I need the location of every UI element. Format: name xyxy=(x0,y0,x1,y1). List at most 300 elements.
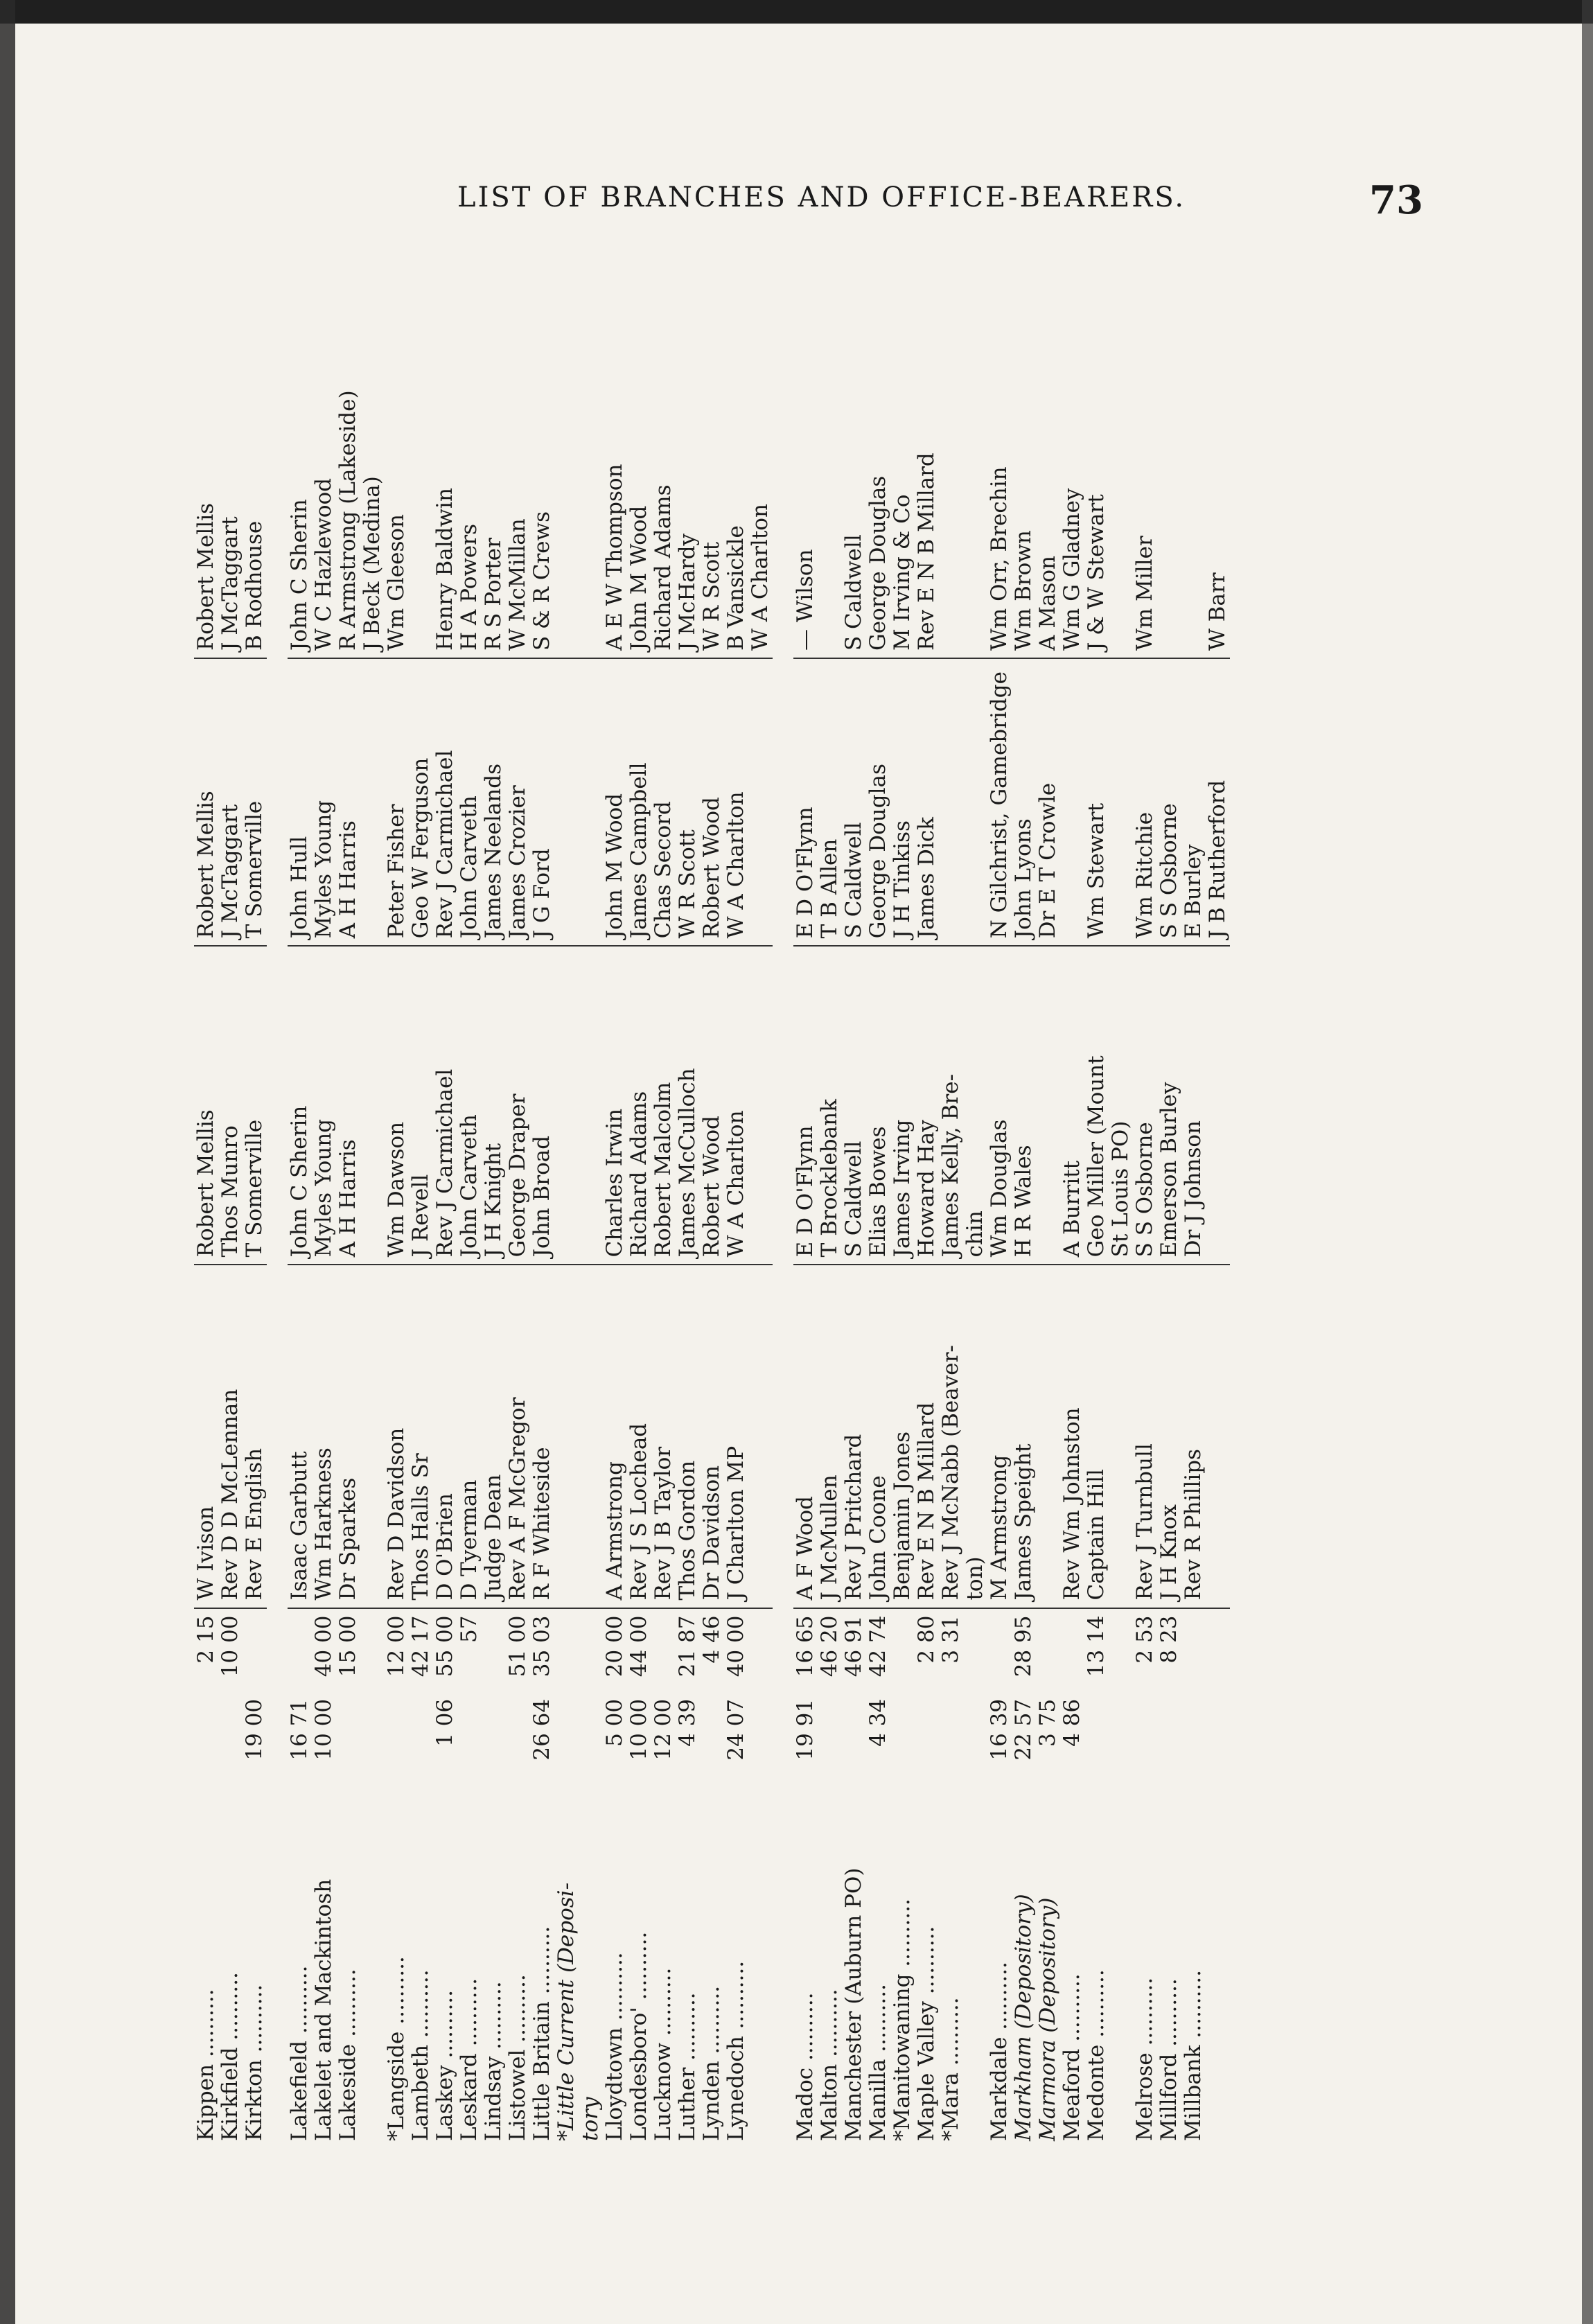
contribution-2-cell: 51 00 xyxy=(505,1615,530,1678)
depositary-cell: W A Charlton xyxy=(748,374,773,658)
contribution-1-cell: 16 71 xyxy=(287,1698,312,1761)
branch-name-cell: Lakefield .......... xyxy=(287,1965,312,2141)
secretary-cell: Elias Bowes xyxy=(866,946,890,1265)
president-cell: Thos Halls Sr xyxy=(409,1265,433,1608)
president-cell: A F Wood xyxy=(793,1265,818,1608)
secretary-cell: Wm Douglas xyxy=(987,946,1012,1265)
branch-name-cell: Millbank .......... xyxy=(1181,1970,1206,2141)
contribution-2-cell xyxy=(360,1608,385,1692)
contribution-2-cell xyxy=(288,1608,312,1692)
branch-name-cell xyxy=(1109,1775,1133,2148)
president-cell: Rev Wm Johnston xyxy=(1060,1265,1084,1608)
secretary-cell: J H Knight xyxy=(482,946,506,1265)
secretary-cell: A Burritt xyxy=(1060,946,1084,1265)
branch-name-cell: Lynedoch .......... xyxy=(723,1960,748,2141)
treasurer-cell xyxy=(1060,658,1084,946)
president-cell: J McMullen xyxy=(818,1265,842,1608)
depositary-cell: S Caldwell xyxy=(842,374,866,658)
branch-name-cell: Kippen .......... xyxy=(193,1989,218,2141)
branch-name-cell: Maple Valley .......... xyxy=(914,1926,939,2141)
secretary-cell: chin xyxy=(963,946,987,1265)
treasurer-cell: George Douglas xyxy=(866,658,890,946)
president-cell xyxy=(579,1265,603,1608)
president-cell: Rev J McNabb (Beaver- xyxy=(939,1265,963,1608)
table-row xyxy=(360,374,385,2148)
table-row xyxy=(1036,374,1060,2148)
contribution-1-cell xyxy=(748,1692,773,1775)
secretary-cell: Robert Malcolm xyxy=(651,946,676,1265)
table-row xyxy=(676,374,700,2148)
contribution-2-cell xyxy=(748,1608,773,1692)
contribution-2-cell: 35 03 xyxy=(529,1615,554,1678)
treasurer-cell: E D O'Flynn xyxy=(793,658,818,946)
branch-name-cell: Medonte .......... xyxy=(1084,1969,1109,2141)
contribution-2-cell: 42 17 xyxy=(408,1615,433,1678)
secretary-cell: James McCulloch xyxy=(676,946,700,1265)
treasurer-cell xyxy=(748,658,773,946)
contribution-2-cell: 15 00 xyxy=(335,1615,360,1678)
contribution-1-cell: 22 57 xyxy=(1011,1698,1036,1761)
treasurer-cell: J G Ford xyxy=(530,658,554,946)
table-row xyxy=(1133,374,1157,2148)
secretary-cell: J Revell xyxy=(409,946,433,1265)
contribution-1-cell: 10 00 xyxy=(311,1698,336,1761)
contribution-1-cell xyxy=(360,1692,385,1775)
president-cell: John Coone xyxy=(866,1265,890,1608)
contribution-1-cell xyxy=(218,1692,243,1775)
branch-name-cell xyxy=(963,1775,987,2148)
treasurer-cell: J B Rutherford xyxy=(1206,658,1230,946)
depositary-cell: W C Hazlewood xyxy=(312,374,336,658)
contribution-2-cell xyxy=(890,1608,915,1692)
contribution-2-cell xyxy=(1206,1608,1230,1692)
president-cell: Rev D D McLennan xyxy=(218,1265,243,1608)
branch-name-cell xyxy=(1206,1775,1230,2148)
branch-name-cell: Kirkton .......... xyxy=(242,1984,267,2141)
secretary-cell xyxy=(554,946,579,1265)
table-row xyxy=(194,374,218,2148)
depositary-cell: John C Sherin xyxy=(288,374,312,658)
page-header: LIST OF BRANCHES AND OFFICE-BEARERS. xyxy=(457,182,1186,213)
secretary-cell: Myles Young xyxy=(312,946,336,1265)
president-cell: Judge Dean xyxy=(482,1265,506,1608)
depositary-cell: John M Wood xyxy=(627,374,651,658)
table-row xyxy=(890,374,915,2148)
president-cell: R F Whiteside xyxy=(530,1265,554,1608)
depositary-cell: Wm Orr, Brechin xyxy=(987,374,1012,658)
contribution-1-cell: 16 39 xyxy=(987,1698,1012,1761)
depositary-cell: George Douglas xyxy=(866,374,890,658)
table-row xyxy=(748,374,773,2148)
president-cell xyxy=(1109,1265,1133,1608)
secretary-cell: Emerson Burley xyxy=(1157,946,1181,1265)
branch-name-cell: Listowel .......... xyxy=(505,1974,530,2141)
contribution-1-cell xyxy=(1084,1692,1109,1775)
table-row xyxy=(336,374,360,2148)
secretary-cell: A H Harris xyxy=(336,946,360,1265)
president-cell: Rev J B Taylor xyxy=(651,1265,676,1608)
treasurer-cell: Peter Fisher xyxy=(385,658,409,946)
treasurer-cell xyxy=(360,658,385,946)
branch-name-cell: Meaford .......... xyxy=(1059,1973,1084,2141)
branch-name-cell: Leskard .......... xyxy=(457,1978,482,2141)
secretary-cell xyxy=(1206,946,1230,1265)
contribution-1-cell xyxy=(890,1692,915,1775)
depositary-cell xyxy=(1181,374,1206,658)
president-cell: Benjamin Jones xyxy=(890,1265,915,1608)
depositary-cell: R Armstrong (Lakeside) xyxy=(336,374,360,658)
depositary-cell: — Wilson xyxy=(793,374,818,658)
contribution-1-cell xyxy=(1157,1692,1181,1775)
president-cell: J H Knox xyxy=(1157,1265,1181,1608)
president-cell: M Armstrong xyxy=(987,1265,1012,1608)
treasurer-cell: John Lyons xyxy=(1012,658,1036,946)
table-row xyxy=(243,374,267,2148)
contribution-1-cell xyxy=(1206,1692,1230,1775)
table-row xyxy=(385,374,409,2148)
contribution-1-cell xyxy=(915,1692,939,1775)
contribution-2-cell: 46 91 xyxy=(841,1615,866,1678)
president-cell: A Armstrong xyxy=(603,1265,627,1608)
president-cell: Wm Harkness xyxy=(312,1265,336,1608)
table-row xyxy=(842,374,866,2148)
president-cell: Dr Davidson xyxy=(700,1265,724,1608)
contribution-1-cell: 5 00 xyxy=(602,1698,627,1747)
depositary-cell: A E W Thompson xyxy=(603,374,627,658)
contribution-2-cell: 28 95 xyxy=(1011,1615,1036,1678)
branch-name-cell: Madoc .......... xyxy=(793,1992,818,2141)
scan-top-edge xyxy=(0,0,1593,24)
contribution-2-cell: 12 00 xyxy=(384,1615,409,1678)
table-row xyxy=(579,374,603,2148)
branch-name-cell: Luther .......... xyxy=(675,1992,700,2141)
treasurer-cell: James Campbell xyxy=(627,658,651,946)
branch-name-cell: Markdale .......... xyxy=(987,1962,1012,2141)
contribution-2-cell xyxy=(1036,1608,1060,1692)
branch-name-cell: Manchester (Auburn PO) xyxy=(841,1867,866,2141)
branch-name-cell: Melrose .......... xyxy=(1132,1977,1157,2141)
treasurer-cell xyxy=(963,658,987,946)
contribution-1-cell xyxy=(963,1692,987,1775)
scan-left-edge xyxy=(0,0,15,2324)
contribution-1-cell xyxy=(194,1692,218,1775)
treasurer-cell: John Hull xyxy=(288,658,312,946)
depositary-cell: W McMillan xyxy=(506,374,530,658)
branch-name-cell: Marmora (Depository) xyxy=(1035,1897,1060,2141)
table-row xyxy=(627,374,651,2148)
treasurer-cell: N Gilchrist, Gamebridge xyxy=(987,658,1012,946)
treasurer-cell xyxy=(939,658,963,946)
contribution-1-cell: 19 00 xyxy=(242,1698,267,1761)
contribution-1-cell xyxy=(482,1692,506,1775)
treasurer-cell xyxy=(579,658,603,946)
president-cell: Rev E English xyxy=(243,1265,267,1608)
contribution-1-cell: 10 00 xyxy=(626,1698,651,1761)
secretary-cell: W A Charlton xyxy=(724,946,748,1265)
contribution-2-cell xyxy=(243,1608,267,1692)
branch-name-cell: *Mara .......... xyxy=(938,1997,963,2141)
table-row xyxy=(1181,374,1206,2148)
contribution-1-cell xyxy=(842,1692,866,1775)
branch-name-cell: Laskey .......... xyxy=(432,1989,457,2141)
contribution-1-cell: 24 07 xyxy=(723,1698,748,1761)
branch-name-cell xyxy=(748,1775,773,2148)
page-number: 73 xyxy=(1369,177,1423,223)
contribution-1-cell xyxy=(1109,1692,1133,1775)
contribution-2-cell: 4 46 xyxy=(699,1615,724,1664)
row-gap xyxy=(267,374,288,2148)
secretary-cell xyxy=(1036,946,1060,1265)
depositary-cell: Wm G Gladney xyxy=(1060,374,1084,658)
treasurer-cell: W R Scott xyxy=(676,658,700,946)
table-row xyxy=(409,374,433,2148)
table-row xyxy=(218,374,243,2148)
president-cell xyxy=(1206,1265,1230,1608)
contribution-1-cell xyxy=(409,1692,433,1775)
depositary-cell: J McTaggart xyxy=(218,374,243,658)
president-cell: Captain Hill xyxy=(1084,1265,1109,1608)
table-row xyxy=(939,374,963,2148)
table-row xyxy=(818,374,842,2148)
secretary-cell: H R Wales xyxy=(1012,946,1036,1265)
contribution-2-cell: 8 23 xyxy=(1156,1615,1181,1664)
depositary-cell: Wm Miller xyxy=(1133,374,1157,658)
table-row xyxy=(530,374,554,2148)
depositary-cell: M Irving & Co xyxy=(890,374,915,658)
president-cell: D Tyerman xyxy=(457,1265,482,1608)
spacer xyxy=(267,374,288,2148)
secretary-cell: Thos Munro xyxy=(218,946,243,1265)
contribution-2-cell: 16 65 xyxy=(793,1615,818,1678)
president-cell: Rev D Davidson xyxy=(385,1265,409,1608)
contribution-1-cell xyxy=(385,1692,409,1775)
contribution-2-cell: 21 87 xyxy=(675,1615,700,1678)
treasurer-cell: James Neelands xyxy=(482,658,506,946)
depositary-cell xyxy=(939,374,963,658)
spacer xyxy=(773,374,793,2148)
president-cell xyxy=(360,1265,385,1608)
branches-table xyxy=(194,374,1230,2148)
depositary-cell: B Vansickle xyxy=(724,374,748,658)
contribution-1-cell: 1 06 xyxy=(432,1698,457,1747)
branch-name-cell: Millford .......... xyxy=(1156,1978,1181,2141)
table-row xyxy=(987,374,1012,2148)
table-row xyxy=(312,374,336,2148)
table-row xyxy=(506,374,530,2148)
depositary-cell xyxy=(963,374,987,658)
depositary-cell: Robert Mellis xyxy=(194,374,218,658)
table-row xyxy=(866,374,890,2148)
contribution-2-cell: 40 00 xyxy=(723,1615,748,1678)
treasurer-cell: J McTaggart xyxy=(218,658,243,946)
treasurer-cell: James Crozier xyxy=(506,658,530,946)
contribution-1-cell: 3 75 xyxy=(1035,1698,1060,1747)
secretary-cell: James Kelly, Bre- xyxy=(939,946,963,1265)
secretary-cell: S S Osborne xyxy=(1133,946,1157,1265)
contribution-2-cell: 3 31 xyxy=(938,1615,963,1664)
secretary-cell: John Carveth xyxy=(457,946,482,1265)
contribution-1-cell xyxy=(457,1692,482,1775)
contribution-2-cell xyxy=(1109,1608,1133,1692)
treasurer-cell: J H Tinkiss xyxy=(890,658,915,946)
president-cell: Thos Gordon xyxy=(676,1265,700,1608)
contribution-1-cell xyxy=(506,1692,530,1775)
treasurer-cell: James Dick xyxy=(915,658,939,946)
table-row xyxy=(482,374,506,2148)
depositary-cell: Henry Baldwin xyxy=(433,374,457,658)
branch-name-cell xyxy=(360,1775,385,2148)
depositary-cell: Richard Adams xyxy=(651,374,676,658)
contribution-1-cell: 12 00 xyxy=(651,1698,676,1761)
branches-table-rotated xyxy=(194,374,1455,2148)
table-row xyxy=(457,374,482,2148)
table-row xyxy=(554,374,579,2148)
depositary-cell: W Barr xyxy=(1206,374,1230,658)
treasurer-cell: S S Osborne xyxy=(1157,658,1181,946)
depositary-cell: Wm Gleeson xyxy=(385,374,409,658)
treasurer-cell: S Caldwell xyxy=(842,658,866,946)
depositary-cell: S & R Crews xyxy=(530,374,554,658)
depositary-cell: B Rodhouse xyxy=(243,374,267,658)
contribution-2-cell xyxy=(1181,1608,1206,1692)
secretary-cell xyxy=(579,946,603,1265)
depositary-cell: Rev E N B Millard xyxy=(915,374,939,658)
secretary-cell: Charles Irwin xyxy=(603,946,627,1265)
contribution-1-cell: 26 64 xyxy=(529,1698,554,1761)
contribution-1-cell: 4 39 xyxy=(675,1698,700,1747)
president-cell: James Speight xyxy=(1012,1265,1036,1608)
depositary-cell xyxy=(1109,374,1133,658)
contribution-1-cell xyxy=(554,1692,579,1775)
depositary-cell xyxy=(554,374,579,658)
treasurer-cell: T Somerville xyxy=(243,658,267,946)
table-row xyxy=(433,374,457,2148)
depositary-cell xyxy=(579,374,603,658)
treasurer-cell: E Burley xyxy=(1181,658,1206,946)
secretary-cell: Robert Mellis xyxy=(194,946,218,1265)
table-row xyxy=(793,374,818,2148)
treasurer-cell: Geo W Ferguson xyxy=(409,658,433,946)
contribution-2-cell: 2 53 xyxy=(1132,1615,1157,1664)
contribution-1-cell: 19 91 xyxy=(793,1698,818,1761)
president-cell xyxy=(748,1265,773,1608)
treasurer-cell: T B Allen xyxy=(818,658,842,946)
contribution-1-cell xyxy=(700,1692,724,1775)
contribution-2-cell xyxy=(579,1608,603,1692)
treasurer-cell: W A Charlton xyxy=(724,658,748,946)
secretary-cell xyxy=(360,946,385,1265)
contribution-2-cell: 20 00 xyxy=(602,1615,627,1678)
contribution-2-cell: 13 14 xyxy=(1084,1615,1109,1678)
treasurer-cell: Wm Ritchie xyxy=(1133,658,1157,946)
contribution-2-cell xyxy=(987,1608,1012,1692)
contribution-1-cell xyxy=(1181,1692,1206,1775)
branch-name-cell: Londesboro' .......... xyxy=(626,1931,651,2141)
secretary-cell: Richard Adams xyxy=(627,946,651,1265)
secretary-cell xyxy=(748,946,773,1265)
secretary-cell: George Draper xyxy=(506,946,530,1265)
branch-name-cell: *Langside .......... xyxy=(384,1956,409,2141)
contribution-2-cell xyxy=(554,1608,579,1692)
secretary-cell: Robert Wood xyxy=(700,946,724,1265)
contribution-1-cell: 4 86 xyxy=(1059,1698,1084,1747)
contribution-2-cell xyxy=(651,1608,676,1692)
treasurer-cell: Myles Young xyxy=(312,658,336,946)
treasurer-cell: Robert Wood xyxy=(700,658,724,946)
secretary-cell: Geo Miller (Mount xyxy=(1084,946,1109,1265)
branch-name-cell: Lakelet and Mackintosh xyxy=(311,1878,336,2141)
treasurer-cell: John M Wood xyxy=(603,658,627,946)
contribution-2-cell xyxy=(1060,1608,1084,1692)
table-row xyxy=(963,374,987,2148)
president-cell: D O'Brien xyxy=(433,1265,457,1608)
president-cell: Isaac Garbutt xyxy=(288,1265,312,1608)
president-cell xyxy=(554,1265,579,1608)
branch-name-cell: Lynden .......... xyxy=(699,1985,724,2141)
president-cell: Dr Sparkes xyxy=(336,1265,360,1608)
branch-name-cell: Manilla .......... xyxy=(865,1984,890,2141)
secretary-cell: Rev J Carmichael xyxy=(433,946,457,1265)
branch-name-cell: *Little Current (Deposi- xyxy=(554,1882,579,2141)
president-cell: J Charlton MP xyxy=(724,1265,748,1608)
treasurer-cell: Robert Mellis xyxy=(194,658,218,946)
table-row xyxy=(1206,374,1230,2148)
president-cell: W Ivison xyxy=(194,1265,218,1608)
table-row xyxy=(1060,374,1084,2148)
president-cell: Rev J S Lochead xyxy=(627,1265,651,1608)
secretary-cell: T Brocklebank xyxy=(818,946,842,1265)
branch-name-cell: Markham (Depository) xyxy=(1011,1894,1036,2141)
president-cell: Rev E N B Millard xyxy=(915,1265,939,1608)
contribution-2-cell: 44 00 xyxy=(626,1615,651,1678)
contribution-2-cell xyxy=(963,1608,987,1692)
secretary-cell: E D O'Flynn xyxy=(793,946,818,1265)
contribution-1-cell: 4 34 xyxy=(865,1698,890,1747)
table-row xyxy=(1109,374,1133,2148)
branch-name-cell: Malton .......... xyxy=(817,1989,842,2141)
contribution-2-cell: 42 74 xyxy=(865,1615,890,1678)
table-row xyxy=(651,374,676,2148)
branch-name-cell: Lloydtown .......... xyxy=(602,1952,627,2141)
depositary-cell: J Beck (Medina) xyxy=(360,374,385,658)
table-row xyxy=(700,374,724,2148)
secretary-cell: Dr J Johnson xyxy=(1181,946,1206,1265)
depositary-cell: Wm Brown xyxy=(1012,374,1036,658)
branch-name-cell: Lambeth .......... xyxy=(408,1969,433,2141)
contribution-2-cell: 10 00 xyxy=(218,1615,243,1678)
treasurer-cell: Wm Stewart xyxy=(1084,658,1109,946)
president-cell: ton) xyxy=(963,1265,987,1608)
depositary-cell xyxy=(1157,374,1181,658)
scan-right-edge xyxy=(1582,0,1593,2324)
secretary-cell: John C Sherin xyxy=(288,946,312,1265)
treasurer-cell: Dr E T Crowle xyxy=(1036,658,1060,946)
table-row xyxy=(1157,374,1181,2148)
branch-name-cell: tory xyxy=(578,2097,603,2141)
depositary-cell xyxy=(409,374,433,658)
secretary-cell: James Irving xyxy=(890,946,915,1265)
treasurer-cell: Chas Secord xyxy=(651,658,676,946)
contribution-2-cell: 55 00 xyxy=(432,1615,457,1678)
branch-name-cell: Lakeside .......... xyxy=(335,1969,360,2141)
president-cell: Rev R Phillips xyxy=(1181,1265,1206,1608)
table-row xyxy=(724,374,748,2148)
treasurer-cell xyxy=(1109,658,1133,946)
branch-name-cell: Lindsay .......... xyxy=(481,1981,506,2141)
contribution-1-cell xyxy=(336,1692,360,1775)
president-cell: Rev J Turnbull xyxy=(1133,1265,1157,1608)
treasurer-cell: A H Harris xyxy=(336,658,360,946)
